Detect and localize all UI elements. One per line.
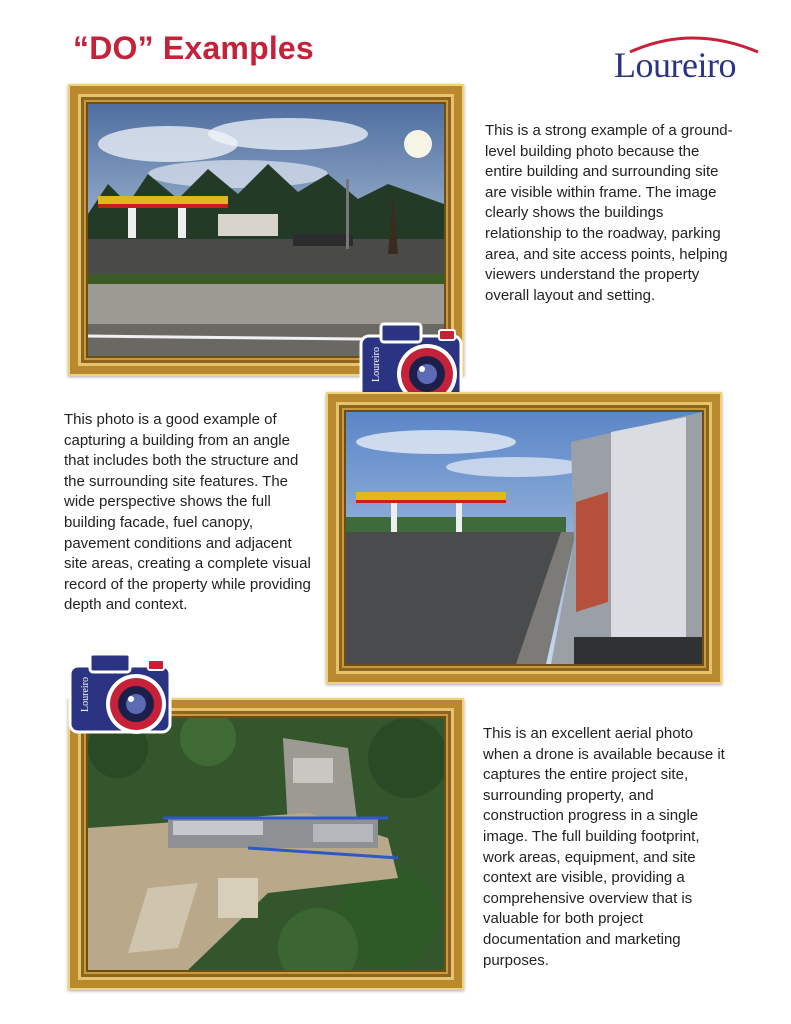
camera-icon [64,648,178,740]
photo-frame-3 [68,698,464,990]
svg-text:Loureiro: Loureiro [80,677,91,712]
company-logo [612,30,762,86]
example-1-description: This is a strong example of a ground-level building photo because the entire building and surrounding site are visible within frame. The image clearly shows the buildings relationship to the roadway, parking area, and site access points, helping viewers understand the property overall layout and setting. [485,122,733,304]
example-3-description: This is an excellent aerial photo when a drone is available because it captures the entire project site, surrounding property, and construction progress in a single image. The full building footprint, work areas, equipment, and site context are visible, providing a comprehensive overview that is valuable for both project documentation and marketing purposes. [483,725,725,969]
example-2-description: This photo is a good example of capturing a building from an angle that includes both the structure and the surrounding site features. The wide perspective shows the full building facade, fuel canopy, pavement conditions and adjacent site areas, creating a complete visual record of the property while providing depth and context. [64,411,311,614]
photo-frame-2 [326,392,722,684]
angled-building-photo [346,412,702,664]
gas-station-angle-photo [346,412,702,664]
aerial-drone-photo [88,718,444,970]
logo-text: Loureiro [614,45,736,85]
svg-text:Loureiro: Loureiro [371,347,382,382]
aerial-site-photo [88,718,444,970]
page-title: “DO” Examples [73,30,314,66]
